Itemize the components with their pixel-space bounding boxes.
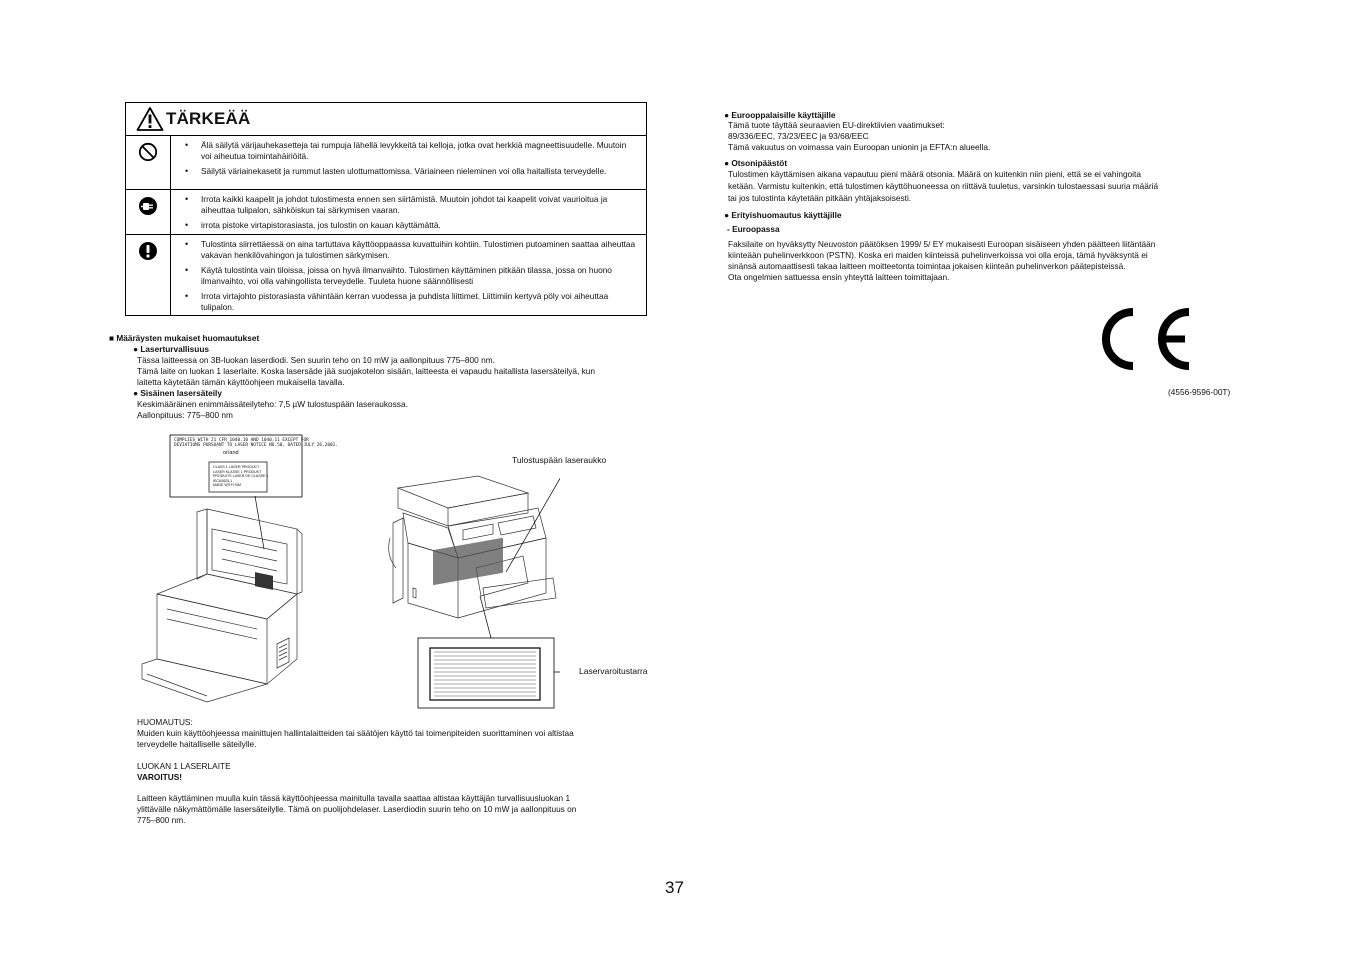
laser-aperture-callout: Tulostuspään laseraukko	[512, 455, 607, 465]
ozone-text: Tulostimen käyttämisen aikana vapautuu pieni määrä otsonia. Määrä on kuitenkin niin pieni, että se ei vahingoita	[728, 169, 1141, 179]
warning-item: • Käytä tulostinta vain tiloissa, joissa on hyvä ilmanvaihto. Tulostimen käyttäminen pitkään tilassa, jossa on huono ilmanvaihto, voi olla vahingollista terveydelle. Tuuleta huone säännöllisesti	[201, 265, 638, 287]
caution-text: Laitteen käyttäminen muulla kuin tässä käyttöohjeessa mainitulla tavalla saattaa altistaa käyttäjän turvallisuusluokan 1	[137, 793, 571, 803]
warning-item: • Tulostinta siirrettäessä on aina tartuttava käyttöoppaassa kuvattuihin kohtiin. Tulostimen putoaminen saattaa aiheuttaa vakavan henkilövahingon ja tulostimen särkymisen.	[201, 239, 638, 261]
ozone-title: ● Otsonipäästöt	[724, 158, 788, 168]
printer-closed-illustration	[388, 468, 560, 710]
compliance-label-text: COMPLIES WITH 21 CFR 1040.10 AND 1040.11 EXCEPT FOR DEVIATIONS PURSUANT TO LASER NOTICE NO.50, DATED JULY 26,2001.	[174, 438, 338, 449]
document-code: (4556-9596-00T)	[1168, 387, 1231, 397]
laser-safety-text: laitetta käytetään tämän käyttöohjeen mukaisella tavalla.	[137, 377, 345, 387]
unplug-icon	[138, 196, 158, 216]
fax-approval-text: Faksilaite on hyväksytty Neuvoston päätöksen 1999/ 5/ EY mukaisesti Euroopan sisäiseen yhden päätteen liitäntään	[728, 239, 1156, 249]
internal-laser-text: Keskimääräinen enimmäissäteilyteho: 7,5 µW tulostuspään laseraukossa.	[137, 399, 408, 409]
warning-item: • irrota pistoke virtapistorasiasta, jos tulostin on kauan käyttämättä.	[201, 220, 638, 231]
eu-users-text: Tämä vakuutus on voimassa vain Euroopan unionin ja EFTA:n alueella.	[728, 142, 991, 152]
caution-title: VAROITUS!	[137, 772, 183, 782]
warning-triangle-icon	[136, 106, 164, 132]
laser-safety-title: ● Laserturvallisuus	[133, 344, 210, 354]
warning-item: • Säilytä väriainekasetit ja rummut lasten ulottumattomissa. Väriaineen nieleminen voi olla haitallista terveydelle.	[201, 166, 638, 177]
internal-laser-text: Aallonpituus: 775–800 nm	[137, 410, 233, 420]
ozone-text: ketään. Varmistu kuitenkin, että tulostimen käyttöhuoneessa on riittävä tuuletus, varsinkin tulostaessasi suuria määriä	[728, 181, 1159, 191]
eu-users-text: 89/336/EEC, 73/23/EEC ja 93/68/EEC	[728, 131, 869, 141]
compliance-label-or: or/and	[223, 450, 239, 456]
notice-text: Muiden kuin käyttöohjeessa mainittujen hallintalaitteiden tai säätöjen käyttö tai toimenpiteiden suorittaminen voi altistaa	[137, 728, 574, 738]
exclamation-icon	[138, 241, 158, 261]
warning-item: • Älä säilytä värijauhekasetteja tai rumpuja lähellä levykkeitä tai kelloja, jotka ovat herkkiä magneettisuudelle. Muutoin voi aiheutua toimintahäiriöitä.	[201, 140, 638, 162]
warning-row	[126, 235, 646, 315]
fax-approval-text: kiinteään puhelinverkkoon (PSTN). Koska eri maiden kiinteissä puhelinverkoissa voi olla eroja, tämä hyväksyntä ei	[728, 250, 1148, 260]
ce-mark-icon	[1093, 304, 1193, 374]
laser-class-title: LUOKAN 1 LASERLAITE	[137, 761, 231, 771]
laser-safety-text: Tässa laitteessa on 3B-luokan laserdiodi. Sen suurin teho on 10 mW ja aallonpituus 775–800 nm.	[137, 355, 495, 365]
caution-text: 775–800 nm.	[137, 815, 186, 825]
warning-item: • Irrota virtajohto pistorasiasta vähintään kerran vuodessa ja puhdista liittimet. Liittimiin kertyvä pöly voi aiheuttaa tulipalon.	[201, 291, 638, 313]
fax-approval-text: sinänsä automaattisesti takaa laitteen moitteetonta toimintaa jokaisen kiinteän puhelinverkon päätepisteissä.	[728, 261, 1126, 271]
ozone-text: tai jos tulostinta käytetään pitkään yhtäjaksoisesti.	[728, 193, 912, 203]
page-number: 37	[665, 878, 684, 897]
warning-row	[126, 136, 646, 190]
regulations-heading: ■ Määräysten mukaiset huomautukset	[109, 333, 260, 343]
internal-laser-title: ● Sisäinen lasersäteily	[133, 388, 222, 398]
laser-safety-text: Tämä laite on luokan 1 laserlaite. Koska lasersäde jää suojakotelon sisään, laitteesta ei vapaudu haitallista lasersäteilyä, kun	[137, 366, 595, 376]
special-notice-title: ● Erityishuomautus käyttäjille	[724, 210, 842, 220]
caution-text: ylittävälle näkymättömälle lasersäteilylle. Tämä on puolijohdelaser. Laserdiodin suurin teho on 10 mW ja aallonpituus on	[137, 804, 577, 814]
warning-item: • Irrota kaikki kaapelit ja johdot tulostimesta ennen sen siirtämistä. Muutoin johdot tai kaapelit voivat vaurioitua ja aiheuttaa tulipalon, sähköiskun tai särkymisen vaaran.	[201, 194, 638, 216]
printer-open-illustration	[137, 434, 338, 706]
laser-warning-label-callout: Laservaroitustarra	[579, 666, 648, 676]
fax-approval-text: Ota ongelmien sattuessa ensin yhteyttä laitteen toimittajaan.	[728, 272, 950, 282]
eu-users-text: Tämä tuote täyttää seuraavien EU-direktiivien vaatimukset:	[728, 120, 945, 130]
warning-row	[126, 190, 646, 235]
warning-title: TÄRKEÄÄ	[166, 109, 251, 128]
notice-text: terveydelle haitalliselle säteilylle.	[137, 739, 257, 749]
class-label-text: CLASS 1 LASER PRODUCT LASER KLASSE 1 PRODUKT PRODUITS LASER DE CLASSE 1 IEC60825-1 MADE WITH SIM	[213, 465, 269, 488]
warning-header	[126, 103, 646, 136]
eu-users-title: ● Eurooppalaisille käyttäjille	[724, 110, 836, 120]
europe-subtitle: - Euroopassa	[727, 224, 780, 234]
important-warning-box	[125, 102, 647, 316]
prohibition-icon	[138, 142, 158, 162]
notice-title: HUOMAUTUS:	[137, 717, 193, 727]
